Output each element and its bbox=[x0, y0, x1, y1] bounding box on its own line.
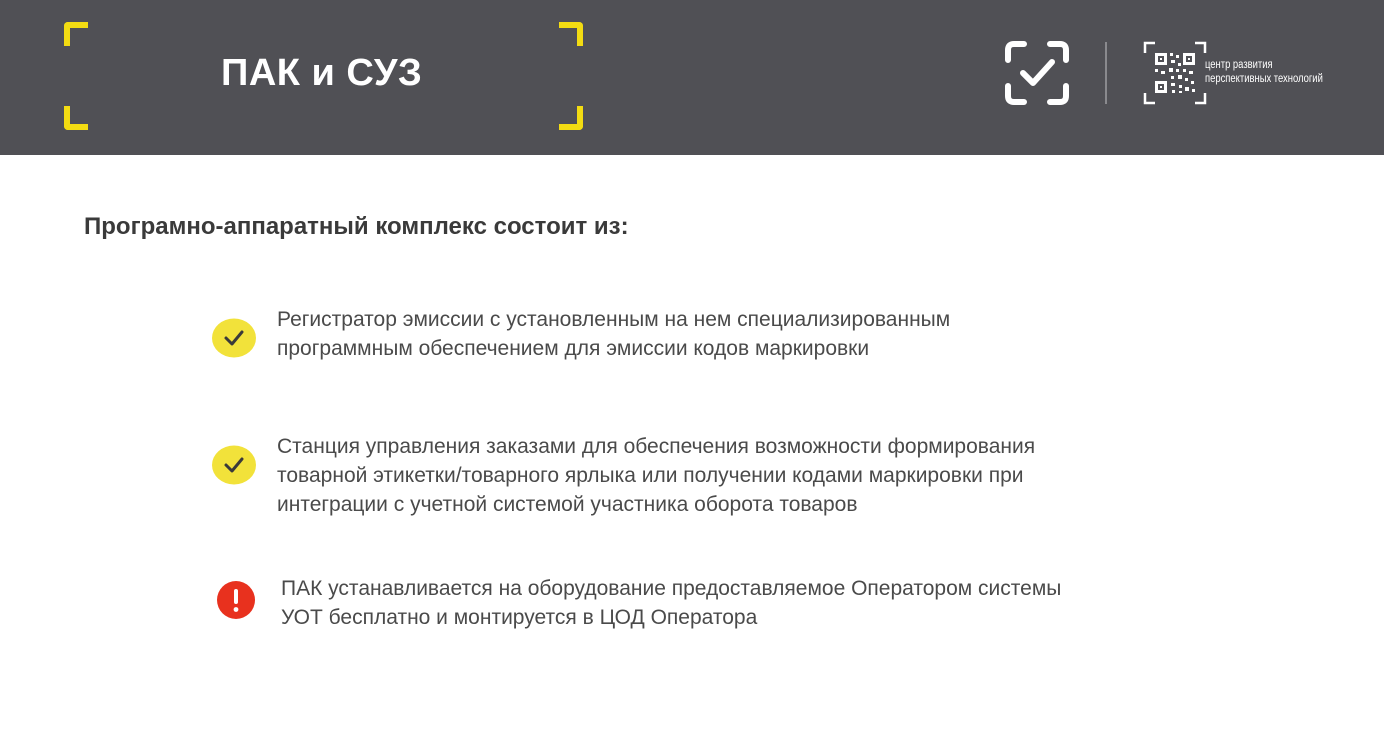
brand-name bbox=[1205, 58, 1323, 86]
frame-corner-top-right bbox=[559, 22, 583, 46]
list-item-line: интеграции с учетной системой участника оборота товаров bbox=[277, 493, 858, 516]
slide-header bbox=[0, 0, 1384, 155]
qr-code-logo-icon bbox=[1143, 41, 1207, 105]
list-item-line: программным обеспечением для эмиссии кодов маркировки bbox=[277, 337, 870, 360]
list-item-line: ПАК устанавливается на оборудование предоставляемое Оператором системы bbox=[281, 577, 1062, 600]
slide-title: ПАК и СУЗ bbox=[221, 52, 423, 94]
brand-line-2: перспективных технологий bbox=[1205, 73, 1323, 85]
frame-corner-top-left bbox=[64, 22, 88, 46]
list-item-text bbox=[277, 305, 1197, 363]
section-subtitle: Програмно-аппаратный комплекс состоит из: bbox=[84, 213, 629, 240]
warning-icon bbox=[216, 580, 256, 620]
list-item-text bbox=[281, 574, 1201, 632]
brand-line-1: центр развития bbox=[1205, 59, 1273, 71]
list-item-line: Регистратор эмиссии с установленным на нем специализированным bbox=[277, 308, 951, 331]
header-divider bbox=[1105, 42, 1107, 104]
check-icon bbox=[212, 318, 256, 358]
check-logo-icon bbox=[1004, 40, 1070, 106]
check-icon bbox=[212, 445, 256, 485]
list-item-text bbox=[277, 432, 1197, 519]
list-item-line: Станция управления заказами для обеспечения возможности формирования bbox=[277, 435, 1036, 458]
list-item-line: УОТ бесплатно и монтируется в ЦОД Оператора bbox=[281, 606, 758, 629]
frame-corner-bottom-right bbox=[559, 106, 583, 130]
list-item-line: товарной этикетки/товарного ярлыка или получении кодами маркировки при bbox=[277, 464, 1024, 487]
frame-corner-bottom-left bbox=[64, 106, 88, 130]
